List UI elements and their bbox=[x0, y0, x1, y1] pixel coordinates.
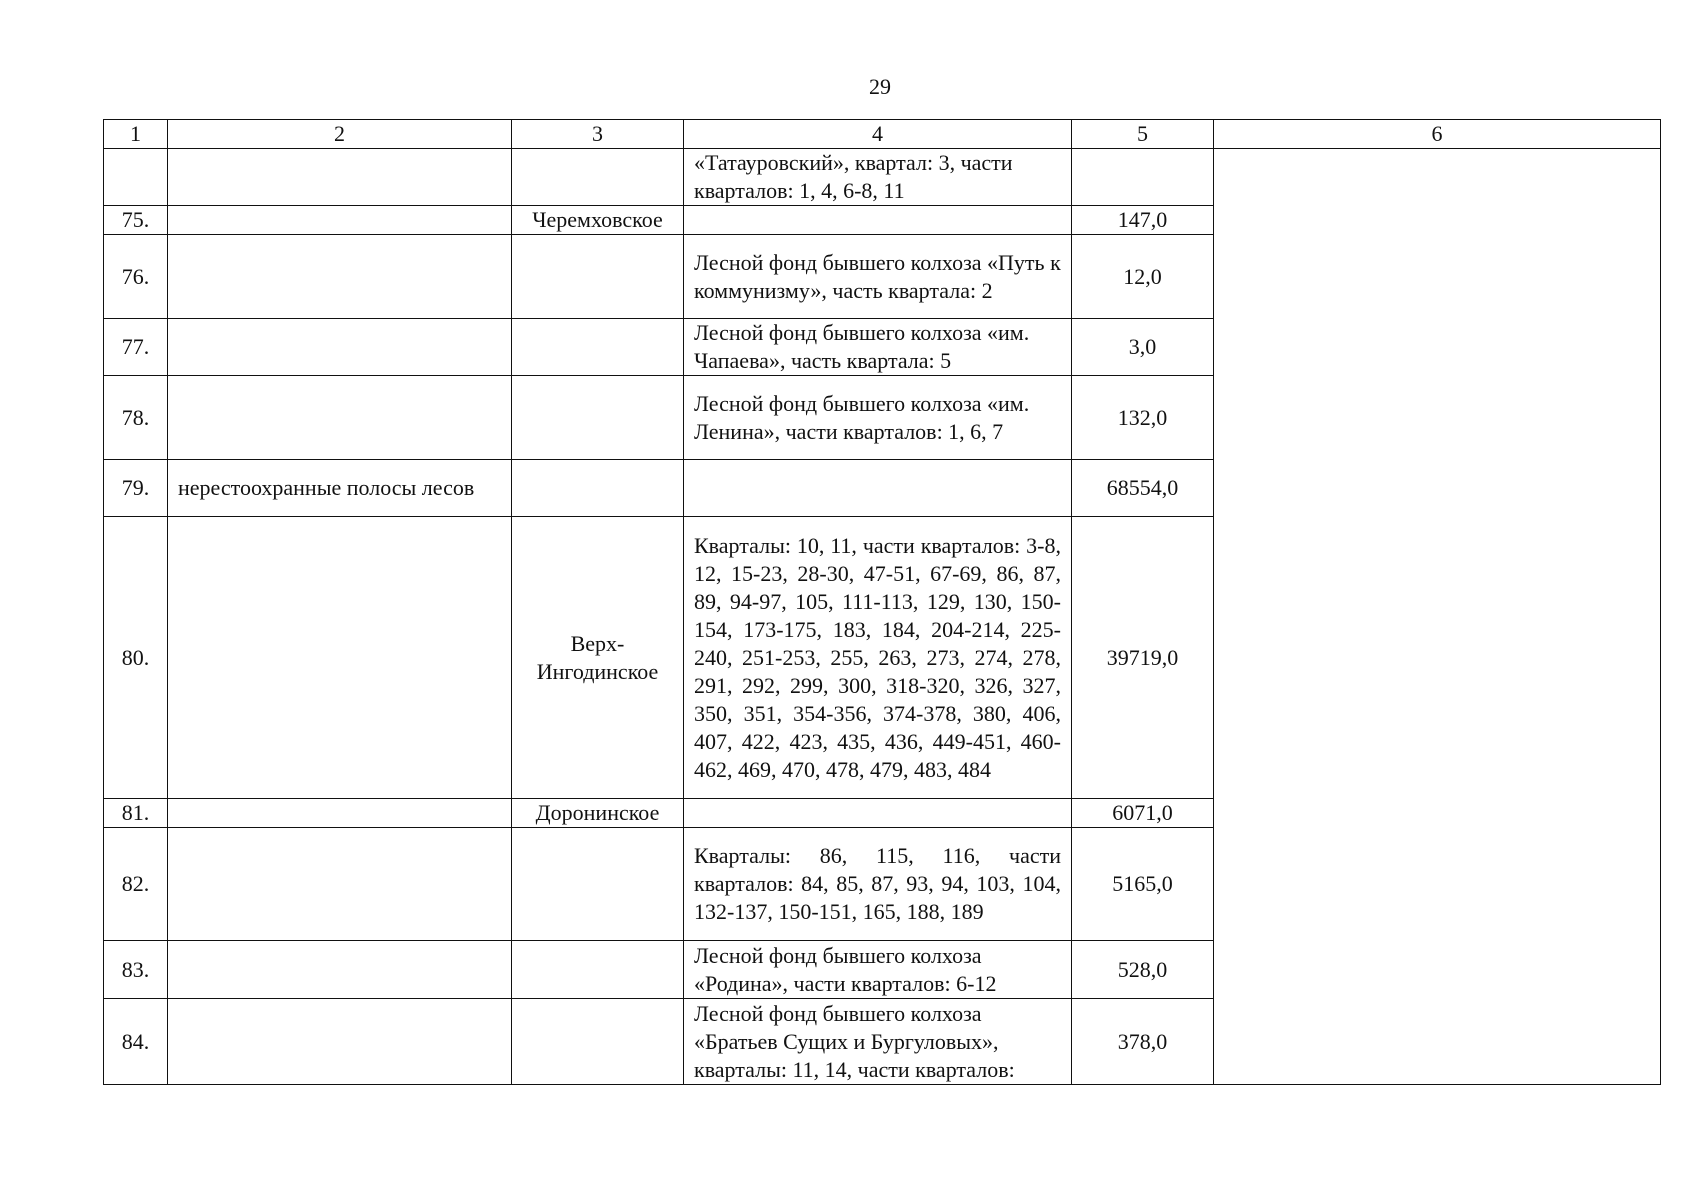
settlement-cell bbox=[512, 999, 684, 1085]
area-cell: 378,0 bbox=[1072, 999, 1214, 1085]
area-cell: 3,0 bbox=[1072, 319, 1214, 376]
settlement-cell bbox=[512, 460, 684, 517]
table-header-row bbox=[104, 120, 1661, 149]
row-number-cell: 76. bbox=[104, 235, 168, 319]
settlement-cell bbox=[512, 828, 684, 941]
column-6-empty-cell bbox=[1214, 149, 1661, 1085]
settlement-cell bbox=[512, 235, 684, 319]
description-cell: Лесной фонд бывшего колхоза «Путь к коммунизму», часть квартала: 2 bbox=[684, 235, 1072, 319]
settlement-cell bbox=[512, 149, 684, 206]
column-header-3: 3 bbox=[512, 120, 684, 149]
row-number-cell: 78. bbox=[104, 376, 168, 460]
area-cell bbox=[1072, 149, 1214, 206]
column-header-6: 6 bbox=[1214, 120, 1661, 149]
name-cell bbox=[168, 999, 512, 1085]
forest-table bbox=[103, 119, 1661, 1085]
table-row-continuation bbox=[104, 149, 1661, 206]
description-cell: Лесной фонд бывшего колхоза «Родина», части кварталов: 6-12 bbox=[684, 941, 1072, 999]
row-number-cell: 77. bbox=[104, 319, 168, 376]
name-cell bbox=[168, 376, 512, 460]
settlement-cell: Доронинское bbox=[512, 799, 684, 828]
name-cell bbox=[168, 828, 512, 941]
description-cell: Лесной фонд бывшего колхоза «Братьев Сущих и Бургуловых», кварталы: 11, 14, части кварталов: bbox=[684, 999, 1072, 1085]
description-cell bbox=[684, 799, 1072, 828]
name-cell bbox=[168, 517, 512, 799]
name-cell bbox=[168, 149, 512, 206]
description-cell: «Татауровский», квартал: 3, части кварталов: 1, 4, 6-8, 11 bbox=[684, 149, 1072, 206]
row-number-cell: 81. bbox=[104, 799, 168, 828]
description-cell: Лесной фонд бывшего колхоза «им. Чапаева», часть квартала: 5 bbox=[684, 319, 1072, 376]
column-header-1: 1 bbox=[104, 120, 168, 149]
row-number-cell: 83. bbox=[104, 941, 168, 999]
settlement-cell: Верх-Ингодинское bbox=[512, 517, 684, 799]
row-number-cell bbox=[104, 149, 168, 206]
row-number-cell: 79. bbox=[104, 460, 168, 517]
row-number-cell: 82. bbox=[104, 828, 168, 941]
area-cell: 12,0 bbox=[1072, 235, 1214, 319]
column-header-4: 4 bbox=[684, 120, 1072, 149]
page-number: 29 bbox=[869, 74, 891, 99]
name-cell bbox=[168, 206, 512, 235]
area-cell: 132,0 bbox=[1072, 376, 1214, 460]
name-cell bbox=[168, 799, 512, 828]
row-number-cell: 75. bbox=[104, 206, 168, 235]
name-cell bbox=[168, 319, 512, 376]
settlement-cell bbox=[512, 319, 684, 376]
description-cell bbox=[684, 460, 1072, 517]
name-cell bbox=[168, 941, 512, 999]
description-cell: Лесной фонд бывшего колхоза «им. Ленина», части кварталов: 1, 6, 7 bbox=[684, 376, 1072, 460]
area-cell: 147,0 bbox=[1072, 206, 1214, 235]
column-header-2: 2 bbox=[168, 120, 512, 149]
area-cell: 528,0 bbox=[1072, 941, 1214, 999]
area-cell: 39719,0 bbox=[1072, 517, 1214, 799]
settlement-cell: Черемховское bbox=[512, 206, 684, 235]
description-cell: Кварталы: 86, 115, 116, части кварталов: 84, 85, 87, 93, 94, 103, 104, 132-137, 150-151, 165, 188, 189 bbox=[684, 828, 1072, 941]
area-cell: 68554,0 bbox=[1072, 460, 1214, 517]
area-cell: 6071,0 bbox=[1072, 799, 1214, 828]
settlement-cell bbox=[512, 941, 684, 999]
row-number-cell: 84. bbox=[104, 999, 168, 1085]
row-number-cell: 80. bbox=[104, 517, 168, 799]
description-cell: Кварталы: 10, 11, части кварталов: 3-8, 12, 15-23, 28-30, 47-51, 67-69, 86, 87, 89, 94-97, 105, 111-113, 129, 130, 150-154, 173-175, 183, 184, 204-214, 225-240, 251-253, 255, 263, 273, 274, 278, 291, 292, 299, 300, 318-320, 326, 327, 350, 351, 354-356, 374-378, 380, 406, 407, 422, 423, 435, 436, 449-451, 460-462, 469, 470, 478, 479, 483, 484 bbox=[684, 517, 1072, 799]
area-cell: 5165,0 bbox=[1072, 828, 1214, 941]
column-header-5: 5 bbox=[1072, 120, 1214, 149]
description-cell bbox=[684, 206, 1072, 235]
name-cell: нерестоохранные полосы лесов bbox=[168, 460, 512, 517]
settlement-cell bbox=[512, 376, 684, 460]
name-cell bbox=[168, 235, 512, 319]
